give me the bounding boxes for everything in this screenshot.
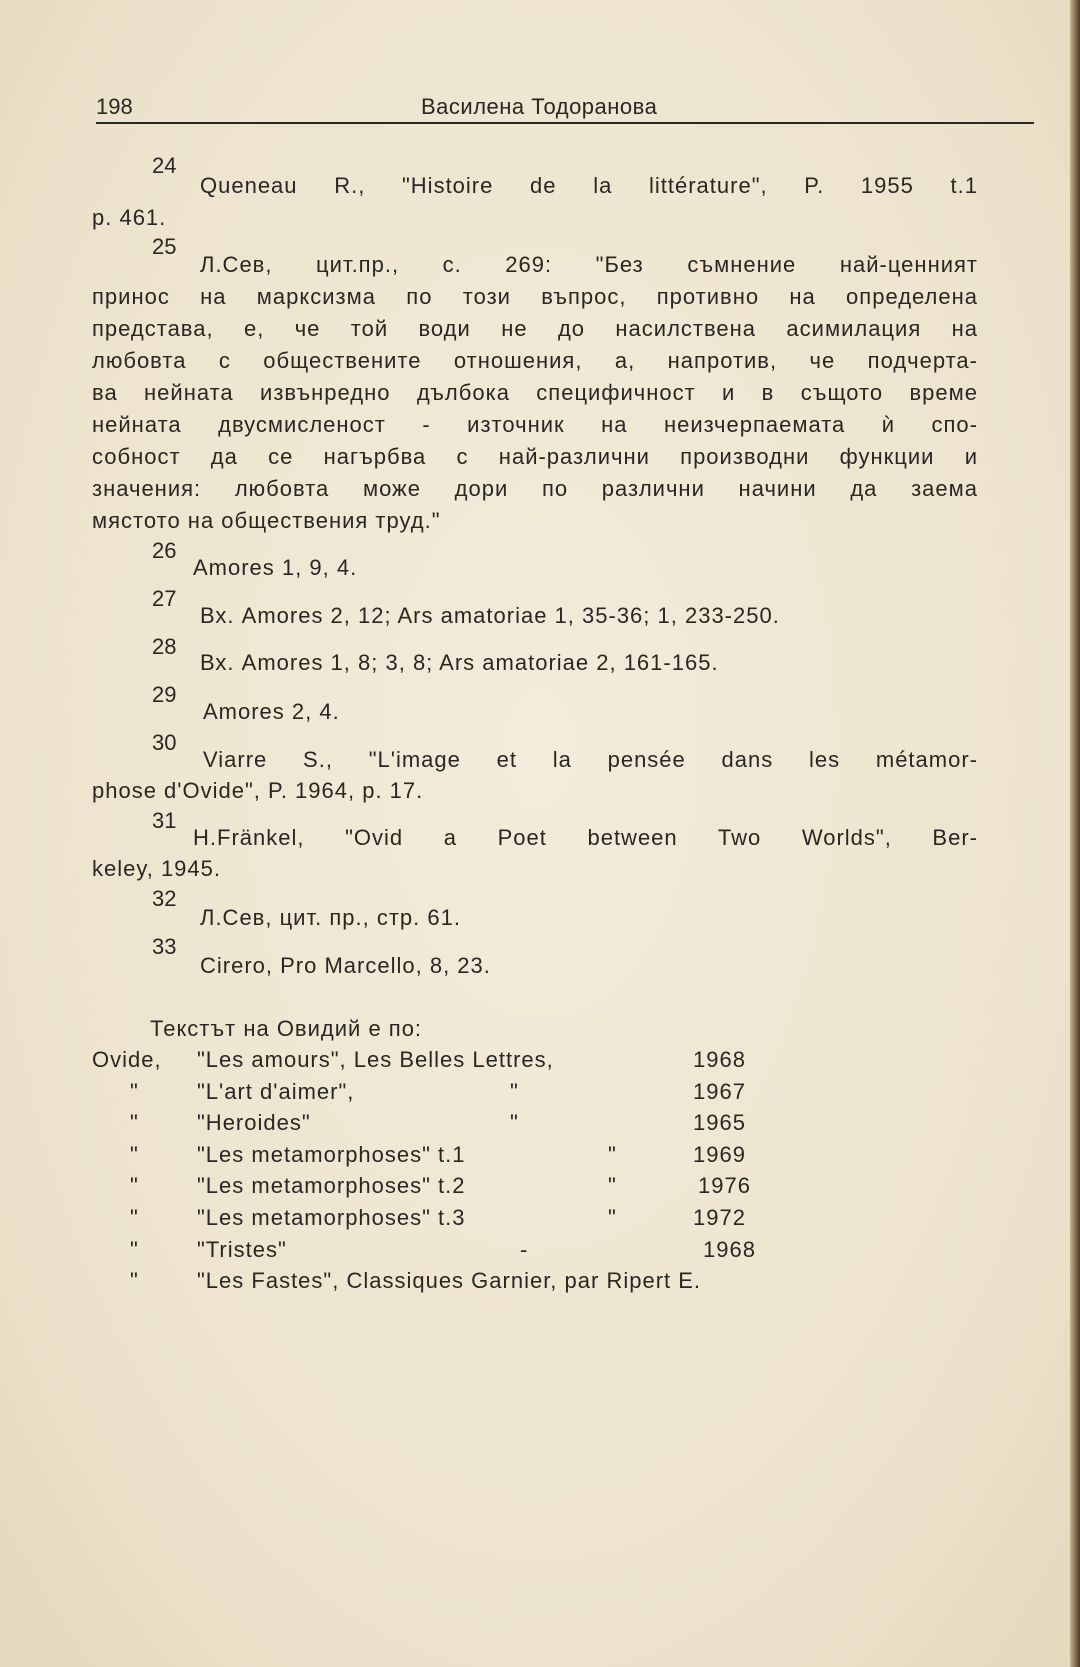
footnote-text-line: принос на марксизма по този въпрос, противно на определена xyxy=(92,284,978,309)
footnote-text-line: Queneau R., "Histoire de la littérature", P. 1955 t.1 xyxy=(200,173,978,198)
source-year: 1972 xyxy=(693,1205,746,1230)
source-publisher-ditto: " xyxy=(608,1141,617,1167)
footnote-text-line: нейната двусмисленост - източник на неизчерпаемата ѝ спо- xyxy=(92,412,978,437)
source-year: 1965 xyxy=(693,1110,746,1136)
page-edge-shadow xyxy=(1070,0,1080,1667)
page-number: 198 xyxy=(96,94,133,119)
footnote-text-line: Л.Сев, цит. пр., стр. 61. xyxy=(200,905,461,930)
footnote-number: 29 xyxy=(152,682,177,707)
source-title: "Les metamorphoses" t.2 xyxy=(197,1173,466,1199)
footnote-text-line: Viarre S., "L'image et la pensée dans les métamor- xyxy=(203,747,978,772)
footnote-text-line: Вх. Amores 1, 8; 3, 8; Ars amatoriae 2, 161-165. xyxy=(200,650,719,675)
source-publisher-ditto: " xyxy=(510,1078,519,1104)
footnote-text-line: мястото на обществения труд." xyxy=(92,508,441,533)
source-publisher-ditto: " xyxy=(510,1110,519,1136)
source-author: " xyxy=(130,1205,139,1230)
footnote-text-line: ва нейната извънредно дълбока специфичност и в същото време xyxy=(92,380,978,405)
source-publisher-ditto: - xyxy=(520,1236,529,1262)
footnote-number: 27 xyxy=(152,586,177,611)
footnote-number: 24 xyxy=(152,153,177,178)
footnote-text-line: keley, 1945. xyxy=(92,856,222,881)
source-title: "Les amours", Les Belles Lettres, xyxy=(197,1047,554,1072)
source-year: 1967 xyxy=(693,1078,746,1104)
source-author: " xyxy=(130,1268,139,1294)
source-year: 1969 xyxy=(693,1141,746,1167)
footnote-number: 33 xyxy=(152,934,177,959)
source-title: "Les Fastes", Classiques Garnier, par Ripert E. xyxy=(197,1268,702,1294)
footnote-text-line: H.Fränkel, "Ovid a Poet between Two Worlds", Ber- xyxy=(193,825,978,850)
source-author: " xyxy=(130,1110,139,1136)
footnote-text-line: Cirero, Pro Marcello, 8, 23. xyxy=(200,953,491,978)
source-title: "L'art d'aimer", xyxy=(197,1078,355,1104)
footnote-number: 32 xyxy=(152,886,177,911)
source-title: "Les metamorphoses" t.1 xyxy=(197,1141,466,1167)
footnote-text-line: Amores 1, 9, 4. xyxy=(193,555,358,580)
source-author: " xyxy=(130,1173,139,1199)
footnote-number: 25 xyxy=(152,234,177,259)
source-title: "Les metamorphoses" t.3 xyxy=(197,1205,466,1230)
footnote-text-line: Amores 2, 4. xyxy=(203,699,340,724)
source-author: " xyxy=(130,1078,139,1104)
source-publisher-ditto: " xyxy=(608,1205,617,1230)
footnote-number: 28 xyxy=(152,634,177,659)
running-header xyxy=(96,94,1034,124)
footnote-text-line: Л.Сев, цит.пр., с. 269: "Без съмнение най-ценният xyxy=(200,252,978,277)
source-author: " xyxy=(130,1141,139,1167)
footnote-text-line: представа, е, че той води не до насилствена асимилация на xyxy=(92,316,978,341)
footnote-text-line: любовта с обществените отношения, а, напротив, че подчерта- xyxy=(92,348,978,373)
source-publisher-ditto: " xyxy=(608,1173,617,1199)
source-title: "Tristes" xyxy=(197,1236,287,1262)
footnote-text-line: p. 461. xyxy=(92,205,167,230)
footnote-number: 30 xyxy=(152,730,177,755)
source-year: 1968 xyxy=(703,1236,756,1262)
footnote-text-line: Вх. Amores 2, 12; Ars amatoriae 1, 35-36; 1, 233-250. xyxy=(200,603,780,628)
footnote-number: 26 xyxy=(152,538,177,563)
running-header-author: Василена Тодоранова xyxy=(421,94,658,119)
footnote-text-line: собност да се нагърбва с най-различни производни функции и xyxy=(92,444,978,469)
source-year: 1976 xyxy=(698,1173,751,1199)
source-title: "Heroides" xyxy=(197,1110,311,1136)
footnote-text-line: phose d'Ovide", P. 1964, p. 17. xyxy=(92,778,424,803)
footnote-number: 31 xyxy=(152,808,177,833)
sources-heading: Текстът на Овидий е по: xyxy=(150,1016,423,1041)
footnote-text-line: значения: любовта може дори по различни начини да заема xyxy=(92,476,978,501)
source-year: 1968 xyxy=(693,1047,746,1072)
source-author: Ovide, xyxy=(92,1047,162,1072)
source-author: " xyxy=(130,1236,139,1262)
